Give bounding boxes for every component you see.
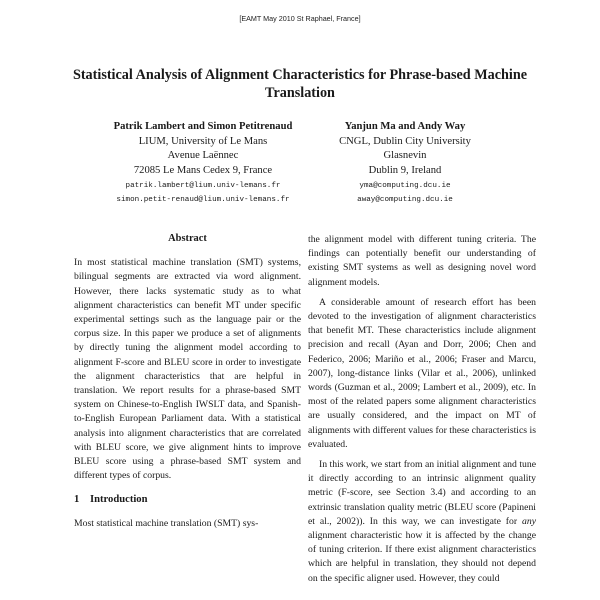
author-email: away@computing.dcu.ie [357, 195, 453, 204]
abstract-heading: Abstract [168, 233, 207, 244]
author-block-dcu [305, 120, 505, 207]
emphasis-text: any [522, 515, 536, 527]
paragraph-text: alignment characteristic how it is affected by the change of tuning criterion. If there exist alignment characteristics which are helpful in translation, they should not depend on the specific aligner used. However, they could [308, 530, 536, 584]
conference-note: [EAMT May 2010 St Raphael, France] [239, 14, 361, 23]
paragraph-text: In this work, we start from an initial alignment and tune it directly according to an intrinsic alignment quality metric (F-score, see Section 3.4) and according to an extrinsic translation quality metric (BLEU score (Papineni et al., 2002)). In this way, we can investigate for [308, 459, 536, 527]
paper-title: Statistical Analysis of Alignment Characteristics for Phrase-based Machine Translation [72, 67, 528, 101]
right-column [308, 233, 536, 586]
paragraph [308, 458, 536, 586]
abstract-text: In most statistical machine translation (SMT) systems, bilingual segments are extracted via word alignment. However, there lacks systematic study as to what alignment characteristics can benefit MT under specific experimental settings such as the language pair or the corpus size. In this paper we produce a set of alignments by directly tuning the alignment model according to alignment F-score and BLEU score in order to investigate the alignment characteristics that are helpful in translation. We report results for a phrase-based SMT system on Chinese-to-English IWSLT data, and Spanish-to-English European Parliament data. With a statistical analysis into alignment characteristics that are correlated with BLEU score, we give alignment hints to improve BLEU score using a phrase-based SMT system and different types of corpus. [74, 257, 301, 482]
author-email: yma@computing.dcu.ie [359, 182, 451, 191]
affiliation-line: 72085 Le Mans Cedex 9, France [133, 164, 273, 176]
section-title: Introduction [90, 494, 148, 506]
left-column [74, 232, 301, 531]
affiliation-line: Dublin 9, Ireland [368, 164, 442, 176]
paragraph: A considerable amount of research effort has been devoted to the investigation of alignment characteristics that benefit MT. These characteristics include alignment precision and recall (Ayan and Dorr, 2006; Chen and Federico, 2006; Mariño et al., 2006; Fraser and Marcu, 2007), long-distance links (Vilar et al., 2006), unlinked words (Guzman et al., 2009; Lambert et al., 2009), etc. In most of the related papers some alignment characteristics are usually considered, and the impact on MT of alignments with different values for these characteristics is evaluated. [308, 296, 536, 450]
paragraph: the alignment model with different tuning criteria. The findings can potentially benefit our understanding of existing SMT systems as well as designing novel word alignment models. [308, 234, 536, 288]
affiliation-line: CNGL, Dublin City University [339, 135, 471, 147]
author-names: Yanjun Ma and Andy Way [344, 121, 466, 132]
section-number: 1 [74, 494, 80, 506]
author-email: simon.petit-renaud@lium.univ-lemans.fr [116, 195, 290, 204]
affiliation-line: Glasnevin [383, 150, 427, 162]
introduction-text: Most statistical machine translation (SMT) sys- [74, 517, 259, 529]
affiliation-line: Avenue Laënnec [167, 150, 239, 162]
section-heading-introduction [74, 493, 301, 507]
author-names: Patrik Lambert and Simon Petitrenaud [113, 121, 293, 132]
affiliation-line: LIUM, University of Le Mans [138, 135, 268, 147]
author-email: patrik.lambert@lium.univ-lemans.fr [125, 182, 281, 191]
